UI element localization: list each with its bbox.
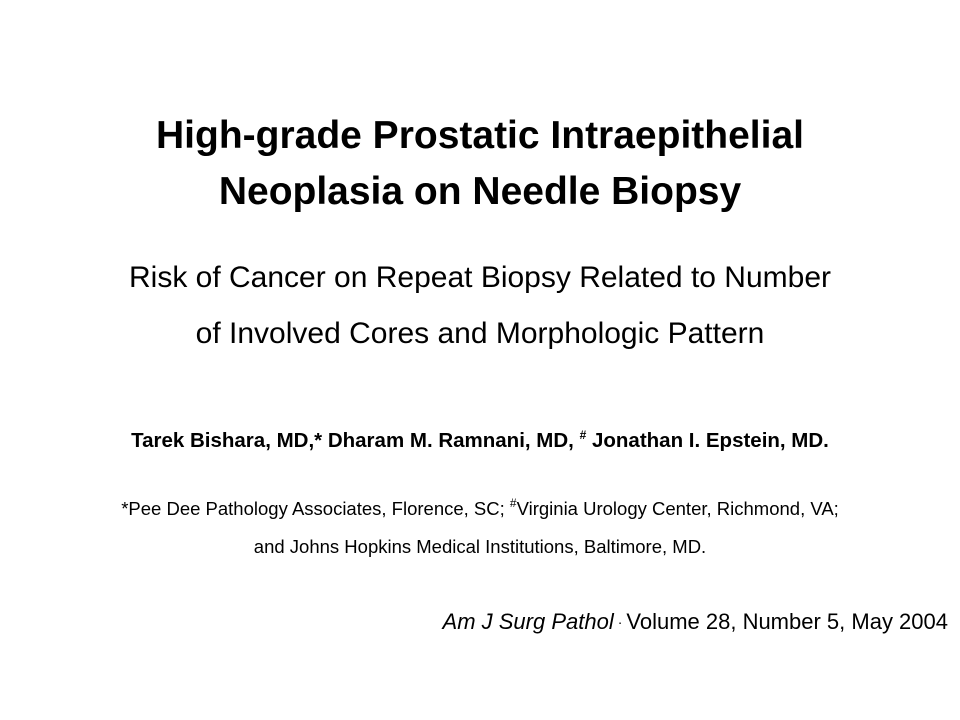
citation-separator: · — [617, 614, 623, 630]
affiliation-part-2: Virginia Urology Center, Richmond, VA; — [516, 498, 839, 519]
subtitle-line-1: Risk of Cancer on Repeat Biopsy Related to Number — [128, 261, 831, 294]
citation-details: Volume 28, Number 5, May 2004 — [626, 609, 948, 634]
journal-citation — [443, 604, 948, 640]
author-list — [0, 426, 960, 456]
affiliation-footnote-mark: # — [509, 496, 517, 510]
affiliation-line-2: and Johns Hopkins Medical Institutions, Baltimore, MD. — [253, 536, 707, 557]
journal-name: Am J Surg Pathol — [442, 609, 614, 634]
slide-subtitle — [0, 250, 960, 362]
authors-footnote-mark: # — [579, 428, 587, 442]
authors-part-2: Jonathan I. Epstein, MD. — [591, 429, 829, 452]
authors-part-1: Tarek Bishara, MD,* Dharam M. Ramnani, MD, — [131, 429, 574, 452]
affiliation-part-1: *Pee Dee Pathology Associates, Florence, SC; — [121, 498, 505, 519]
title-line-2: Neoplasia on Needle Biopsy — [218, 170, 742, 213]
affiliation-line-1 — [0, 490, 960, 528]
affiliations — [0, 490, 960, 566]
slide-title — [0, 108, 960, 220]
title-line-1: High-grade Prostatic Intraepithelial — [156, 114, 804, 157]
subtitle-line-2: of Involved Cores and Morphologic Pattern — [195, 317, 765, 350]
